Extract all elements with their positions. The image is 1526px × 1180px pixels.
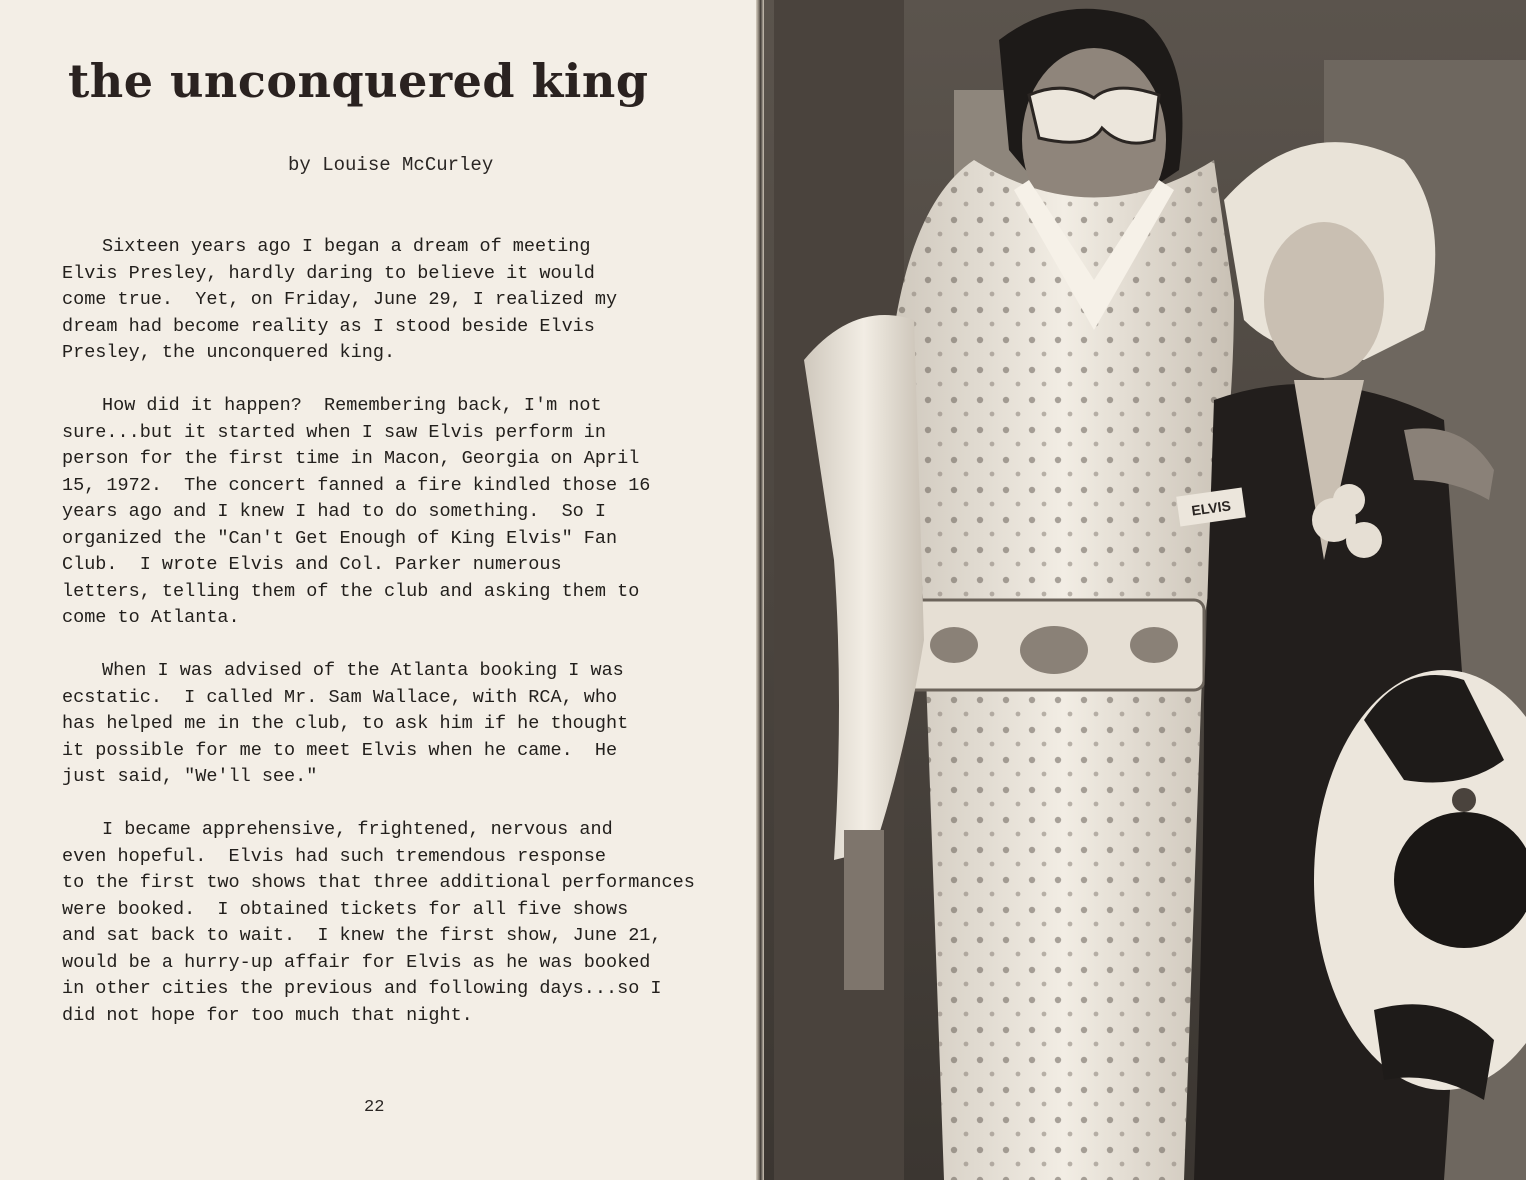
article-line [62,314,742,341]
article-line [62,420,742,447]
article-line-text: were booked. I obtained tickets for all five shows [62,898,629,920]
article-line [62,552,742,579]
article-line [62,340,742,367]
article-line-text: Club. I wrote Elvis and Col. Parker numerous [62,554,562,575]
article-line [62,446,742,473]
article-line-text: would be a hurry-up affair for Elvis as he was booked [62,951,651,973]
photo-elvis-and-fan [764,0,1526,1180]
article-line [62,234,742,261]
article-line [62,923,742,950]
left-page [0,0,760,1180]
article-line-text: it possible for me to meet Elvis when he came. He [62,739,618,761]
article-line-text: sure...but it started when I saw Elvis perform in [62,421,606,443]
article-line [62,764,742,791]
article-line-text: When I was advised of the Atlanta booking I was [102,660,624,681]
article-line-text: come to Atlanta. [62,607,240,628]
page-gutter [756,0,764,1180]
article-line-text: has helped me in the club, to ask him if he thought [62,713,629,734]
article-paragraph [62,234,742,367]
article-line-text: Elvis Presley, hardly daring to believe it would [62,262,595,284]
article-line [62,976,742,1003]
page-number: 22 [364,1098,385,1117]
article-line-text: dream had become reality as I stood beside Elvis [62,315,595,337]
article-line-text: I became apprehensive, frightened, nervous and [102,819,613,840]
article-paragraph [62,817,742,1029]
article-line [62,499,742,526]
article-paragraph [62,393,742,632]
article-line-text: organized the "Can't Get Enough of King Elvis" Fan [62,527,618,549]
article-line [62,950,742,977]
article-line [62,605,742,632]
article-line-text: even hopeful. Elvis had such tremendous response [62,845,606,867]
article-line [62,473,742,500]
article-line [62,393,742,420]
article-byline: by Louise McCurley [288,154,494,176]
article-line [62,1003,742,1030]
article-body [62,234,742,1056]
elvis-sunglasses [1029,88,1159,143]
article-line-text: years ago and I knew I had to do something. So I [62,501,606,522]
dog-eye [1452,788,1476,812]
article-line-text: come true. Yet, on Friday, June 29, I realized my [62,289,618,310]
article-line [62,287,742,314]
article-line [62,261,742,288]
article-line-text: letters, telling them of the club and asking them to [62,580,640,602]
article-line [62,526,742,553]
article-line-text: Presley, the unconquered king. [62,342,396,363]
article-paragraph [62,658,742,791]
article-line [62,685,742,712]
article-line-text: 15, 1972. The concert fanned a fire kindled those 16 [62,474,651,496]
right-page [764,0,1526,1180]
article-line [62,897,742,924]
article-line-text: and sat back to wait. I knew the first show, June 21, [62,925,662,946]
article-line-text: in other cities the previous and following days...so I [62,978,662,999]
article-line-text: did not hope for too much that night. [62,1004,473,1026]
article-line [62,738,742,765]
article-line-text: ecstatic. I called Mr. Sam Wallace, with RCA, who [62,686,618,708]
article-line-text: person for the first time in Macon, Georgia on April [62,448,640,469]
article-line-text: to the first two shows that three additional performances [62,872,695,893]
elvis-hand [844,830,884,990]
fan-face [1264,222,1384,378]
badge-text: ELVIS [1190,497,1232,519]
article-line [62,711,742,738]
article-line [62,844,742,871]
article-line-text: How did it happen? Remembering back, I'm not [102,395,602,416]
article-line [62,658,742,685]
article-line-text: Sixteen years ago I began a dream of meeting [102,236,591,257]
article-line [62,817,742,844]
article-title: the unconquered king [68,54,649,108]
article-line [62,870,742,897]
article-line [62,579,742,606]
article-line-text: just said, "We'll see." [62,766,318,787]
